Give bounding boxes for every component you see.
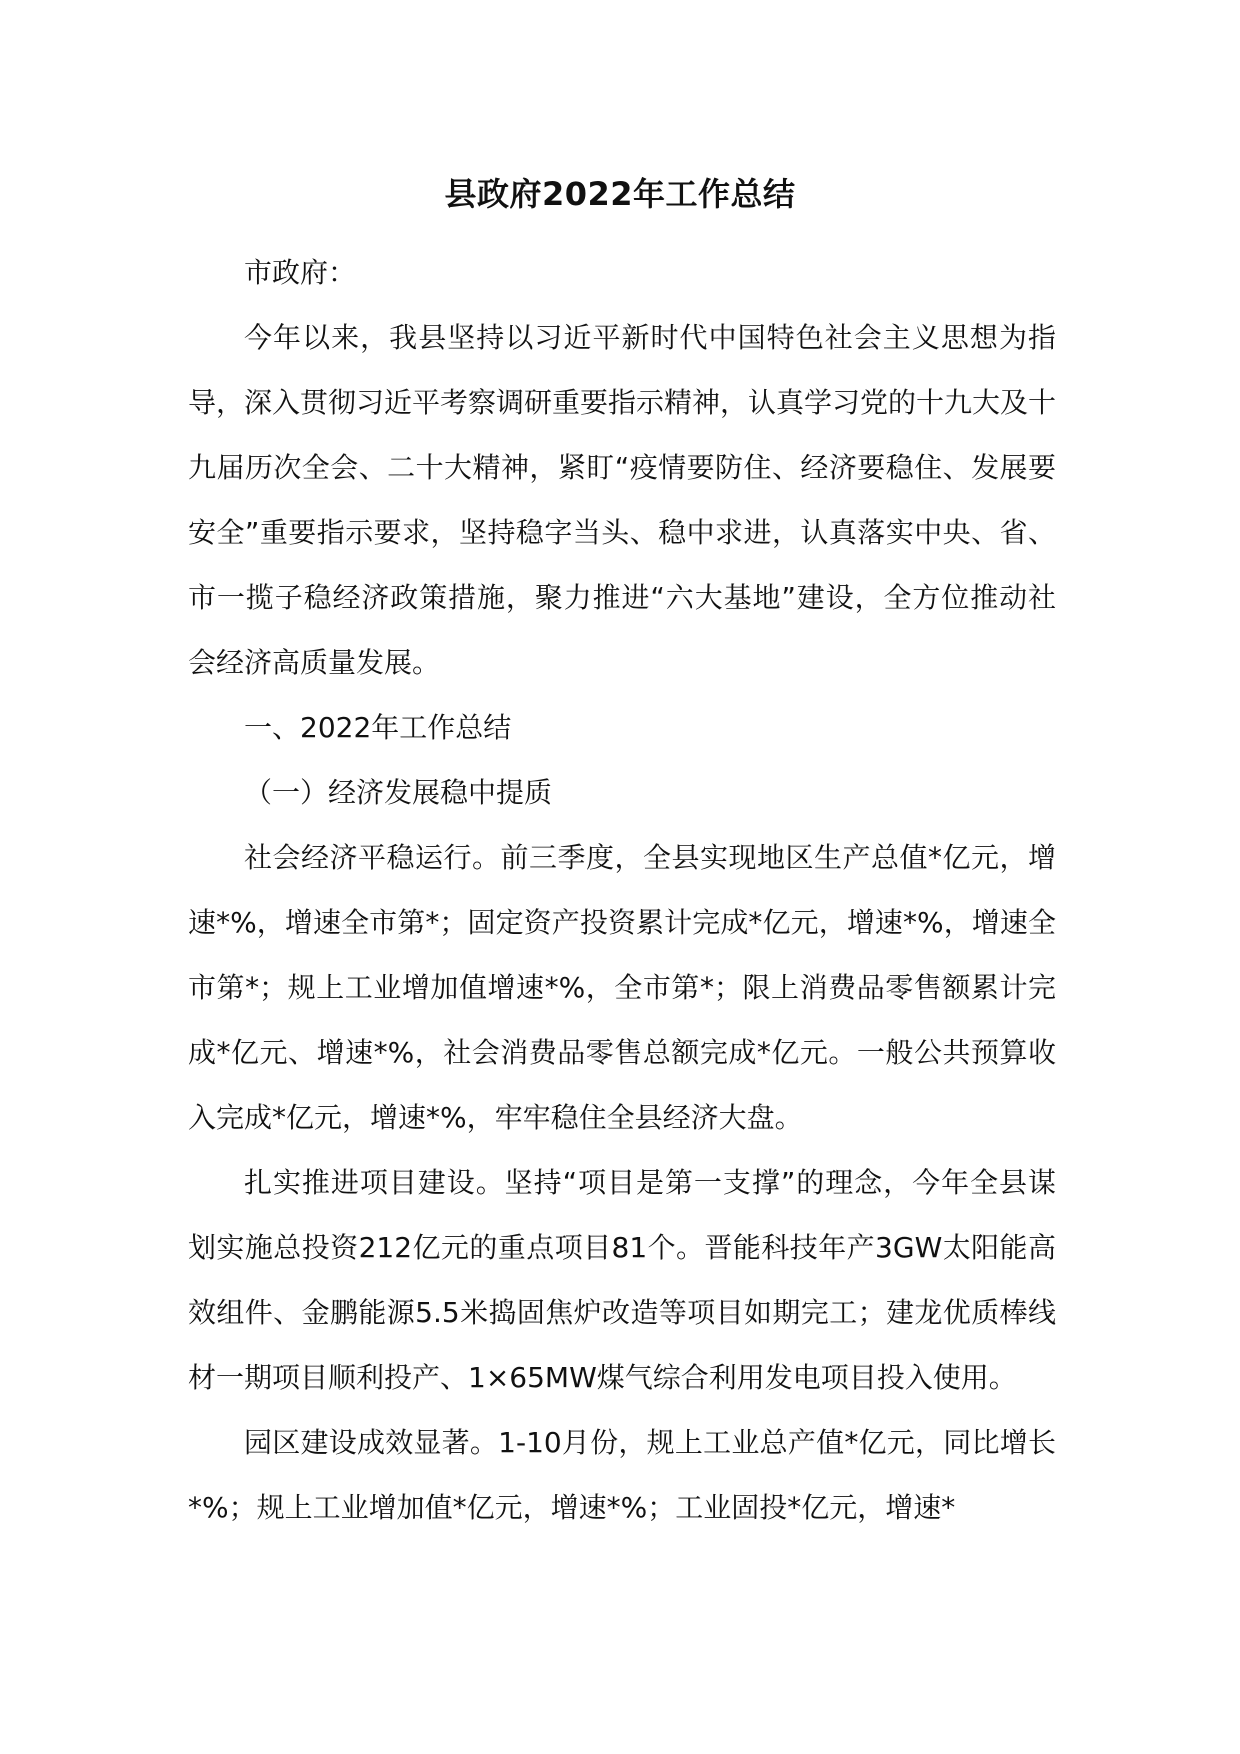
paragraph-parks: 园区建设成效显著。1-10月份，规上工业总产值*亿元，同比增长*%；规上工业增加值*亿元，增速*%；工业固投*亿元，增速* [188,1426,1056,1524]
salutation: 市政府： [244,256,357,289]
document-body [188,240,1056,1540]
section-heading: 一、2022年工作总结 [244,711,512,744]
paragraph-intro: 今年以来，我县坚持以习近平新时代中国特色社会主义思想为指导，深入贯彻习近平考察调研重要指示精神，认真学习党的十九大及十九届历次全会、二十大精神，紧盯“疫情要防住、经济要稳住、发展要安全”重要指示要求，坚持稳字当头、稳中求进，认真落实中央、省、市一揽子稳经济政策措施，聚力推进“六大基地”建设，全方位推动社会经济高质量发展。 [188,321,1057,679]
document-title: 县政府2022年工作总结 [444,175,796,213]
subsection-heading: （一）经济发展稳中提质 [244,776,553,809]
paragraph-economy: 社会经济平稳运行。前三季度，全县实现地区生产总值*亿元，增速*%，增速全市第*；固定资产投资累计完成*亿元，增速*%，增速全市第*；规上工业增加值增速*%，全市第*；限上消费品零售额累计完成*亿元、增速*%，社会消费品零售总额完成*亿元。一般公共预算收入完成*亿元，增速*%，牢牢稳住全县经济大盘。 [188,841,1056,1134]
paragraph-projects: 扎实推进项目建设。坚持“项目是第一支撑”的理念，今年全县谋划实施总投资212亿元的重点项目81个。晋能科技年产3GW太阳能高效组件、金鹏能源5.5米捣固焦炉改造等项目如期完工；建龙优质棒线材一期项目顺利投产、1×65MW煤气综合利用发电项目投入使用。 [188,1166,1056,1394]
